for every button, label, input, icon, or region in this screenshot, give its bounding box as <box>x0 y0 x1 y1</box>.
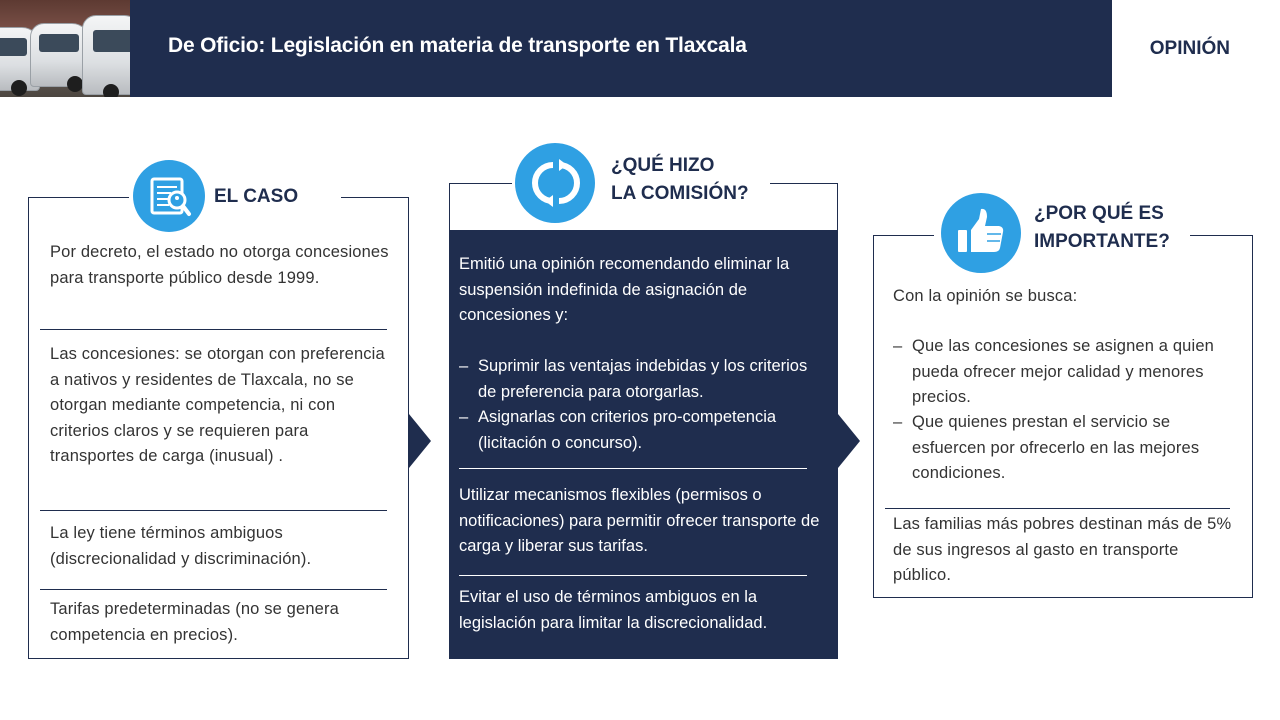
importance-title <box>1034 200 1170 256</box>
commission-title <box>611 152 749 208</box>
divider <box>885 508 1230 509</box>
header-bar <box>130 0 1112 97</box>
case-title: EL CASO <box>214 186 299 207</box>
bullet-dash: – <box>459 357 469 375</box>
document-search-icon <box>133 160 205 232</box>
divider <box>459 575 807 576</box>
importance-title-line: IMPORTANTE? <box>1034 231 1170 252</box>
commission-intro: Emitió una opinión recomendando eliminar la suspensión indefinida de asignación de concesiones y: <box>459 255 790 325</box>
flow-arrow-icon <box>409 414 431 468</box>
van-image <box>30 23 90 87</box>
case-paragraph: La ley tiene términos ambiguos (discrecionalidad y discriminación). <box>50 524 312 568</box>
commission-bullet <box>459 354 829 405</box>
case-paragraph: Las concesiones: se otorgan con preferencia a nativos y residentes de Tlaxcala, no se otorgan mediante competencia, ni con criterios claros y se requieren para transportes de carga (inusual) . <box>50 345 385 466</box>
importance-bullet <box>893 334 1238 411</box>
case-paragraph: Tarifas predeterminadas (no se genera competencia en precios). <box>50 600 339 644</box>
commission-bullet <box>459 405 829 456</box>
importance-title-line: ¿POR QUÉ ES <box>1034 203 1164 224</box>
page-title: De Oficio: Legislación en materia de transporte en Tlaxcala <box>168 34 747 57</box>
case-paragraph: Por decreto, el estado no otorga concesiones para transporte público desde 1999. <box>50 243 389 287</box>
divider <box>40 589 387 590</box>
commission-paragraph: Evitar el uso de términos ambiguos en la legislación para limitar la discrecionalidad. <box>459 588 768 632</box>
importance-bullet <box>893 410 1238 487</box>
header-photo <box>0 0 130 97</box>
flow-arrow-icon <box>838 414 860 468</box>
commission-title-line: LA COMISIÓN? <box>611 183 749 204</box>
van-image <box>82 15 130 95</box>
divider <box>40 329 387 330</box>
bullet-dash: – <box>459 408 469 426</box>
thumbs-up-icon <box>941 193 1021 273</box>
importance-intro: Con la opinión se busca: <box>893 287 1078 305</box>
commission-paragraph: Utilizar mecanismos flexibles (permisos o notificaciones) para permitir ofrecer transporte de carga y liberar sus tarifas. <box>459 486 820 556</box>
divider <box>40 510 387 511</box>
category-tag: OPINIÓN <box>1149 38 1230 59</box>
bullet-dash: – <box>893 337 903 355</box>
commission-title-line: ¿QUÉ HIZO <box>611 155 715 176</box>
importance-paragraph: Las familias más pobres destinan más de 5% de sus ingresos al gasto en transporte público. <box>893 515 1232 585</box>
bullet-text: Suprimir las ventajas indebidas y los criterios de preferencia para otorgarlas. <box>478 357 808 401</box>
bullet-dash: – <box>893 413 903 431</box>
divider <box>459 468 807 469</box>
refresh-cycle-icon <box>515 143 595 223</box>
bullet-text: Que quienes prestan el servicio se esfuercen por ofrecerlo en las mejores condiciones. <box>912 413 1200 483</box>
bullet-text: Asignarlas con criterios pro-competencia (licitación o concurso). <box>478 408 777 452</box>
bullet-text: Que las concesiones se asignen a quien pueda ofrecer mejor calidad y menores precios. <box>912 337 1214 407</box>
